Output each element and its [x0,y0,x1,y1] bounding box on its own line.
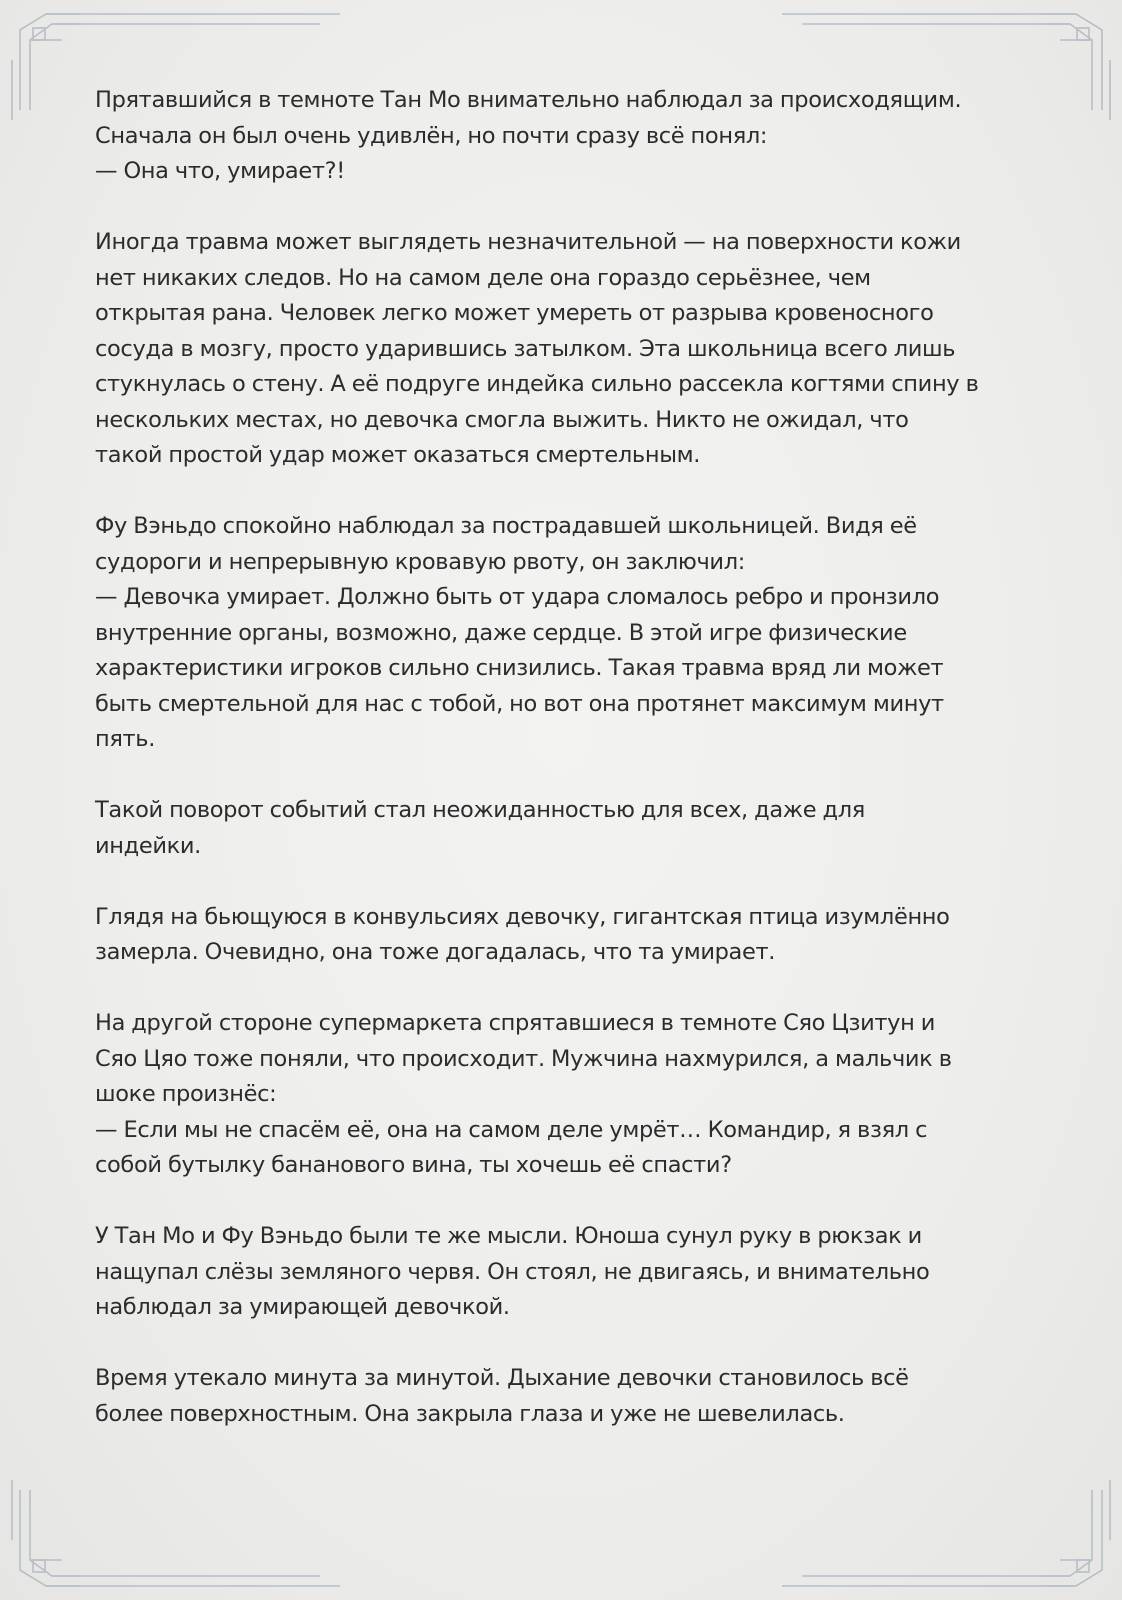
text-line: У Тан Мо и Фу Вэньдо были те же мысли. Юноша сунул руку в рюкзак и [95,1223,922,1249]
text-line: замерла. Очевидно, она тоже догадалась, что та умирает. [95,939,776,965]
text-line: нескольких местах, но девочка смогла выжить. Никто не ожидал, что [95,406,909,433]
paragraph-8 [95,1361,1035,1432]
text-line: открытая рана. Человек легко может умереть от разрыва кровеносного [95,300,934,326]
text-line: Прятавшийся в темноте Тан Мо внимательно наблюдал за происходящим. [95,87,962,113]
paragraph-1 [95,83,1035,190]
text-line: нет никаких следов. Но на самом деле она гораздо серьёзнее, чем [95,264,871,291]
text-line: На другой стороне супермаркета спрятавшиеся в темноте Сяо Цзитун и [95,1010,936,1036]
paragraph-2 [95,225,1035,474]
corner-ornament-bottom-left [12,1480,340,1586]
paragraph-4 [95,793,1035,864]
text-line: — Если мы не спасём её, она на самом деле умрёт… Командир, я взял с [95,1116,928,1143]
text-line: более поверхностным. Она закрыла глаза и уже не шевелилась. [95,1400,845,1427]
corner-ornament-bottom-right [782,1480,1110,1586]
text-line: индейки. [95,832,201,859]
text-line: наблюдал за умирающей девочкой. [95,1294,510,1320]
paragraph-5 [95,900,1035,971]
text-line: характеристики игроков сильно снизились. Такая травма вряд ли может [95,655,944,681]
text-line: судороги и непрерывную кровавую рвоту, он заключил: [95,548,745,575]
text-line: внутренние органы, возможно, даже сердце. В этой игре физические [95,619,907,646]
text-line: пять. [95,726,156,752]
text-line: Сяо Цяо тоже поняли, что происходит. Мужчина нахмурился, а мальчик в [95,1045,952,1072]
text-line: Глядя на бьющуюся в конвульсиях девочку, гигантская птица изумлённо [95,903,950,930]
text-line: стукнулась о стену. А её подруге индейка сильно рассекла когтями спину в [95,371,979,397]
text-line: — Она что, умирает?! [95,158,345,184]
text-line: — Девочка умирает. Должно быть от удара сломалось ребро и пронзило [95,584,940,610]
text-line: шоке произнёс: [95,1081,277,1107]
text-line: Такой поворот событий стал неожиданностью для всех, даже для [95,797,865,823]
paragraph-3 [95,509,1035,758]
text-line: Фу Вэньдо спокойно наблюдал за пострадавшей школьницей. Видя её [95,513,917,539]
text-line: собой бутылку бананового вина, ты хочешь её спасти? [95,1152,732,1178]
text-line: такой простой удар может оказаться смертельным. [95,442,701,468]
text-line: Время утекало минута за минутой. Дыхание девочки становилось всё [95,1365,909,1391]
text-line: быть смертельной для нас с тобой, но вот она протянет максимум минут [95,690,944,717]
paragraph-6 [95,1006,1035,1184]
text-line: сосуда в мозгу, просто ударившись затылком. Эта школьница всего лишь [95,335,956,362]
chapter-text [95,83,1035,1468]
text-line: нащупал слёзы земляного червя. Он стоял, не двигаясь, и внимательно [95,1258,930,1285]
paragraph-7 [95,1219,1035,1326]
text-line: Иногда травма может выглядеть незначительной — на поверхности кожи [95,229,961,255]
text-line: Сначала он был очень удивлён, но почти сразу всё понял: [95,122,768,149]
